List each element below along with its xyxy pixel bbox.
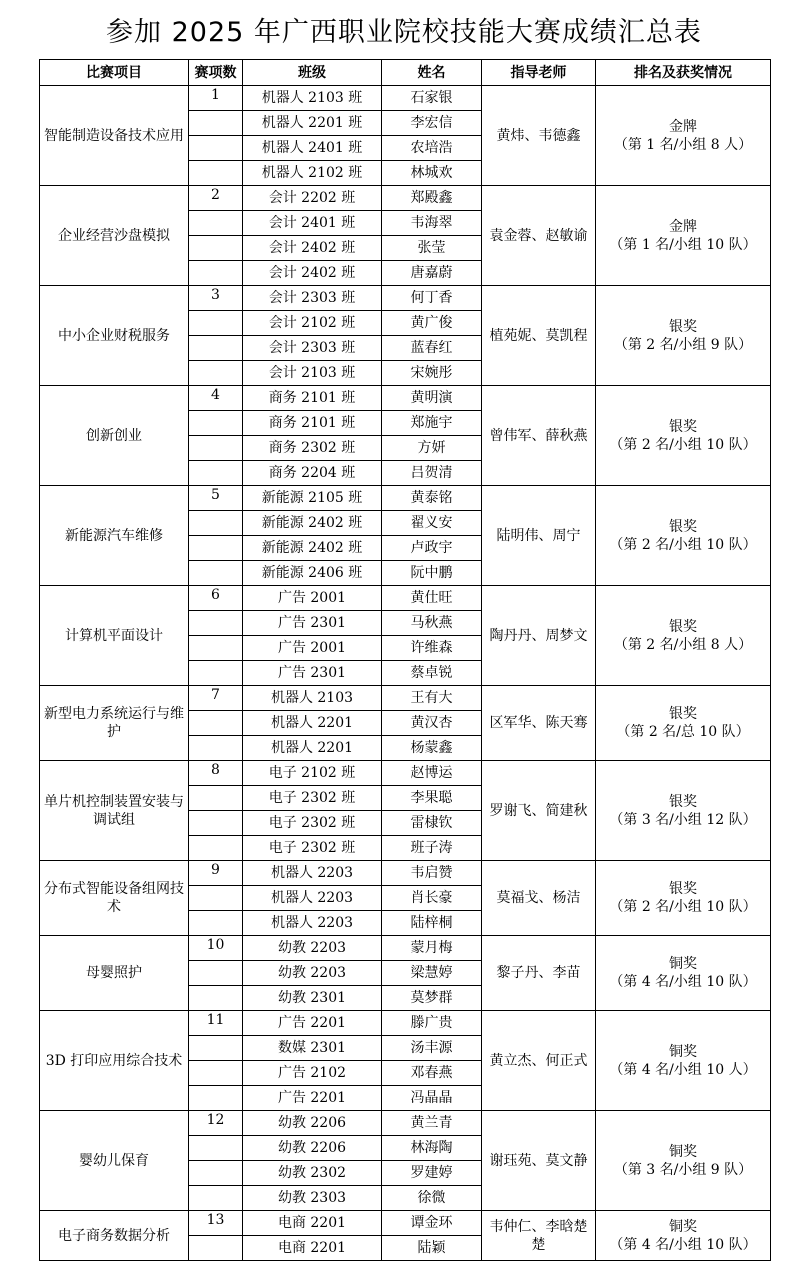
name-cell: 张莹	[382, 236, 482, 261]
teacher-cell: 韦仲仁、李晗楚楚	[482, 1211, 596, 1261]
name-cell: 陆颖	[382, 1236, 482, 1261]
name-cell: 石家银	[382, 86, 482, 111]
name-cell: 蒙月梅	[382, 936, 482, 961]
name-cell: 陆梓桐	[382, 911, 482, 936]
count-cell	[189, 836, 243, 861]
project-cell: 3D 打印应用综合技术	[40, 1011, 189, 1111]
award-label: 铜奖	[669, 1143, 697, 1160]
table-row	[40, 286, 771, 311]
class-cell: 数媒 2301	[243, 1036, 382, 1061]
class-cell: 会计 2401 班	[243, 211, 382, 236]
table-row	[40, 761, 771, 786]
count-cell: 6	[189, 586, 243, 611]
count-cell: 12	[189, 1111, 243, 1136]
table-row	[40, 86, 771, 111]
award-cell	[596, 1011, 771, 1111]
rank-label: （第 1 名/小组 10 队）	[609, 236, 757, 253]
award-cell	[596, 761, 771, 861]
class-cell: 新能源 2402 班	[243, 536, 382, 561]
class-cell: 广告 2201	[243, 1011, 382, 1036]
count-cell	[189, 636, 243, 661]
count-cell	[189, 461, 243, 486]
name-cell: 何丁香	[382, 286, 482, 311]
count-cell	[189, 136, 243, 161]
name-cell: 许维森	[382, 636, 482, 661]
count-cell	[189, 1161, 243, 1186]
name-cell: 黄仕旺	[382, 586, 482, 611]
teacher-cell: 罗谢飞、简建秋	[482, 761, 596, 861]
name-cell: 黄明演	[382, 386, 482, 411]
count-cell: 10	[189, 936, 243, 961]
count-cell	[189, 261, 243, 286]
award-cell	[596, 486, 771, 586]
rank-label: （第 3 名/小组 9 队）	[613, 1161, 753, 1178]
count-cell	[189, 661, 243, 686]
name-cell: 宋婉彤	[382, 361, 482, 386]
class-cell: 机器人 2401 班	[243, 136, 382, 161]
name-cell: 雷棣钦	[382, 811, 482, 836]
count-cell: 13	[189, 1211, 243, 1236]
teacher-cell: 陶丹丹、周梦文	[482, 586, 596, 686]
class-cell: 广告 2001	[243, 586, 382, 611]
award-label: 银奖	[669, 418, 697, 435]
class-cell: 会计 2303 班	[243, 286, 382, 311]
class-cell: 新能源 2105 班	[243, 486, 382, 511]
header-class: 班级	[243, 60, 382, 86]
award-label: 银奖	[669, 518, 697, 535]
name-cell: 卢政宇	[382, 536, 482, 561]
name-cell: 韦启赞	[382, 861, 482, 886]
award-cell	[596, 1111, 771, 1211]
count-cell	[189, 1086, 243, 1111]
name-cell: 吕贺清	[382, 461, 482, 486]
award-cell	[596, 861, 771, 936]
class-cell: 商务 2302 班	[243, 436, 382, 461]
teacher-cell: 区军华、陈天骞	[482, 686, 596, 761]
table-row	[40, 861, 771, 886]
rank-label: （第 4 名/小组 10 人）	[609, 1061, 757, 1078]
class-cell: 幼教 2203	[243, 961, 382, 986]
class-cell: 会计 2303 班	[243, 336, 382, 361]
class-cell: 机器人 2103 班	[243, 86, 382, 111]
class-cell: 幼教 2206	[243, 1111, 382, 1136]
class-cell: 机器人 2203	[243, 911, 382, 936]
project-cell: 单片机控制装置安装与调试组	[40, 761, 189, 861]
class-cell: 机器人 2203	[243, 861, 382, 886]
count-cell	[189, 736, 243, 761]
project-cell: 计算机平面设计	[40, 586, 189, 686]
count-cell	[189, 411, 243, 436]
award-label: 铜奖	[669, 1218, 697, 1235]
count-cell	[189, 561, 243, 586]
name-cell: 阮中鹏	[382, 561, 482, 586]
count-cell: 4	[189, 386, 243, 411]
count-cell: 5	[189, 486, 243, 511]
header-name: 姓名	[382, 60, 482, 86]
count-cell	[189, 236, 243, 261]
count-cell	[189, 1236, 243, 1261]
award-label: 银奖	[669, 793, 697, 810]
class-cell: 电子 2102 班	[243, 761, 382, 786]
rank-label: （第 4 名/小组 10 队）	[609, 974, 757, 990]
count-cell	[189, 311, 243, 336]
class-cell: 幼教 2203	[243, 936, 382, 961]
teacher-cell: 曾伟军、薛秋燕	[482, 386, 596, 486]
count-cell: 9	[189, 861, 243, 886]
count-cell	[189, 811, 243, 836]
name-cell: 马秋燕	[382, 611, 482, 636]
name-cell: 蔡卓锐	[382, 661, 482, 686]
rank-label: （第 2 名/小组 8 人）	[613, 636, 753, 653]
name-cell: 黄兰青	[382, 1111, 482, 1136]
project-cell: 电子商务数据分析	[40, 1211, 189, 1261]
class-cell: 幼教 2301	[243, 986, 382, 1011]
header-project: 比赛项目	[40, 60, 189, 86]
results-table	[39, 59, 771, 1261]
name-cell: 莫梦群	[382, 986, 482, 1011]
name-cell: 汤丰源	[382, 1036, 482, 1061]
count-cell	[189, 211, 243, 236]
count-cell	[189, 711, 243, 736]
name-cell: 翟义安	[382, 511, 482, 536]
award-label: 铜奖	[669, 956, 697, 972]
name-cell: 蓝春红	[382, 336, 482, 361]
class-cell: 电子 2302 班	[243, 786, 382, 811]
award-cell	[596, 936, 771, 1011]
count-cell	[189, 911, 243, 936]
award-cell	[596, 1211, 771, 1261]
rank-label: （第 2 名/总 10 队）	[616, 724, 750, 740]
teacher-cell: 黎子丹、李苗	[482, 936, 596, 1011]
name-cell: 邓春燕	[382, 1061, 482, 1086]
project-cell: 企业经营沙盘模拟	[40, 186, 189, 286]
count-cell	[189, 1186, 243, 1211]
teacher-cell: 莫福戈、杨洁	[482, 861, 596, 936]
class-cell: 商务 2101 班	[243, 386, 382, 411]
class-cell: 电子 2302 班	[243, 836, 382, 861]
header-row	[40, 60, 771, 86]
count-cell	[189, 1036, 243, 1061]
name-cell: 梁慧婷	[382, 961, 482, 986]
award-label: 金牌	[669, 118, 697, 135]
table-row	[40, 486, 771, 511]
class-cell: 电商 2201	[243, 1236, 382, 1261]
project-cell: 分布式智能设备组网技术	[40, 861, 189, 936]
name-cell: 杨蒙鑫	[382, 736, 482, 761]
class-cell: 机器人 2201	[243, 736, 382, 761]
count-cell	[189, 961, 243, 986]
project-cell: 新型电力系统运行与维护	[40, 686, 189, 761]
award-cell	[596, 586, 771, 686]
class-cell: 新能源 2406 班	[243, 561, 382, 586]
class-cell: 幼教 2302	[243, 1161, 382, 1186]
table-row	[40, 1011, 771, 1036]
award-label: 银奖	[669, 318, 697, 335]
class-cell: 机器人 2201 班	[243, 111, 382, 136]
project-cell: 创新创业	[40, 386, 189, 486]
table-row	[40, 586, 771, 611]
count-cell	[189, 536, 243, 561]
rank-label: （第 3 名/小组 12 队）	[609, 811, 757, 828]
name-cell: 冯晶晶	[382, 1086, 482, 1111]
count-cell: 8	[189, 761, 243, 786]
table-row	[40, 386, 771, 411]
class-cell: 广告 2001	[243, 636, 382, 661]
count-cell	[189, 436, 243, 461]
count-cell	[189, 786, 243, 811]
header-teacher: 指导老师	[482, 60, 596, 86]
header-count: 赛项数	[189, 60, 243, 86]
class-cell: 广告 2301	[243, 611, 382, 636]
table-row	[40, 936, 771, 961]
table-row	[40, 686, 771, 711]
class-cell: 机器人 2103	[243, 686, 382, 711]
count-cell	[189, 1061, 243, 1086]
name-cell: 黄广俊	[382, 311, 482, 336]
class-cell: 会计 2402 班	[243, 236, 382, 261]
table-row	[40, 1211, 771, 1236]
name-cell: 唐嘉蔚	[382, 261, 482, 286]
name-cell: 韦海翠	[382, 211, 482, 236]
count-cell: 7	[189, 686, 243, 711]
award-cell	[596, 686, 771, 761]
name-cell: 肖长豪	[382, 886, 482, 911]
rank-label: （第 2 名/小组 9 队）	[613, 336, 753, 353]
name-cell: 谭金环	[382, 1211, 482, 1236]
rank-label: （第 2 名/小组 10 队）	[609, 536, 757, 553]
name-cell: 王有大	[382, 686, 482, 711]
class-cell: 幼教 2206	[243, 1136, 382, 1161]
rank-label: （第 4 名/小组 10 队）	[609, 1236, 757, 1253]
count-cell	[189, 986, 243, 1011]
rank-label: （第 2 名/小组 10 队）	[609, 899, 757, 915]
class-cell: 电子 2302 班	[243, 811, 382, 836]
project-cell: 新能源汽车维修	[40, 486, 189, 586]
count-cell	[189, 611, 243, 636]
name-cell: 方妍	[382, 436, 482, 461]
class-cell: 商务 2101 班	[243, 411, 382, 436]
project-cell: 中小企业财税服务	[40, 286, 189, 386]
teacher-cell: 植苑妮、莫凯程	[482, 286, 596, 386]
teacher-cell: 谢珏苑、莫文静	[482, 1111, 596, 1211]
class-cell: 新能源 2402 班	[243, 511, 382, 536]
count-cell: 3	[189, 286, 243, 311]
name-cell: 滕广贵	[382, 1011, 482, 1036]
name-cell: 黄泰铭	[382, 486, 482, 511]
class-cell: 幼教 2303	[243, 1186, 382, 1211]
class-cell: 广告 2301	[243, 661, 382, 686]
name-cell: 李宏信	[382, 111, 482, 136]
rank-label: （第 1 名/小组 8 人）	[613, 136, 753, 153]
class-cell: 会计 2103 班	[243, 361, 382, 386]
class-cell: 会计 2402 班	[243, 261, 382, 286]
project-cell: 母婴照护	[40, 936, 189, 1011]
class-cell: 广告 2102	[243, 1061, 382, 1086]
table-body	[40, 86, 771, 1261]
teacher-cell: 陆明伟、周宁	[482, 486, 596, 586]
class-cell: 会计 2202 班	[243, 186, 382, 211]
class-cell: 会计 2102 班	[243, 311, 382, 336]
count-cell	[189, 361, 243, 386]
name-cell: 李果聪	[382, 786, 482, 811]
class-cell: 商务 2204 班	[243, 461, 382, 486]
class-cell: 机器人 2203	[243, 886, 382, 911]
name-cell: 黄汉杏	[382, 711, 482, 736]
name-cell: 农培浩	[382, 136, 482, 161]
name-cell: 班子涛	[382, 836, 482, 861]
award-label: 银奖	[669, 618, 697, 635]
project-cell: 婴幼儿保育	[40, 1111, 189, 1211]
class-cell: 机器人 2102 班	[243, 161, 382, 186]
award-cell	[596, 186, 771, 286]
count-cell	[189, 336, 243, 361]
name-cell: 罗建婷	[382, 1161, 482, 1186]
count-cell	[189, 886, 243, 911]
name-cell: 赵博运	[382, 761, 482, 786]
award-label: 银奖	[669, 881, 697, 897]
teacher-cell: 黄炜、韦德鑫	[482, 86, 596, 186]
award-cell	[596, 386, 771, 486]
count-cell	[189, 1136, 243, 1161]
count-cell	[189, 111, 243, 136]
class-cell: 广告 2201	[243, 1086, 382, 1111]
class-cell: 电商 2201	[243, 1211, 382, 1236]
name-cell: 郑殿鑫	[382, 186, 482, 211]
award-label: 铜奖	[669, 1043, 697, 1060]
count-cell: 11	[189, 1011, 243, 1036]
count-cell	[189, 161, 243, 186]
award-label: 银奖	[669, 706, 697, 722]
teacher-cell: 袁金蓉、赵敏谕	[482, 186, 596, 286]
class-cell: 机器人 2201	[243, 711, 382, 736]
count-cell	[189, 511, 243, 536]
award-cell	[596, 86, 771, 186]
name-cell: 徐微	[382, 1186, 482, 1211]
page-title: 参加 2025 年广西职业院校技能大赛成绩汇总表	[106, 17, 702, 48]
award-label: 金牌	[669, 218, 697, 235]
count-cell: 1	[189, 86, 243, 111]
count-cell: 2	[189, 186, 243, 211]
project-cell: 智能制造设备技术应用	[40, 86, 189, 186]
name-cell: 郑施宇	[382, 411, 482, 436]
rank-label: （第 2 名/小组 10 队）	[609, 436, 757, 453]
table-row	[40, 186, 771, 211]
header-award: 排名及获奖情况	[596, 60, 771, 86]
table-row	[40, 1111, 771, 1136]
award-cell	[596, 286, 771, 386]
teacher-cell: 黄立杰、何正式	[482, 1011, 596, 1111]
name-cell: 林城欢	[382, 161, 482, 186]
name-cell: 林海陶	[382, 1136, 482, 1161]
